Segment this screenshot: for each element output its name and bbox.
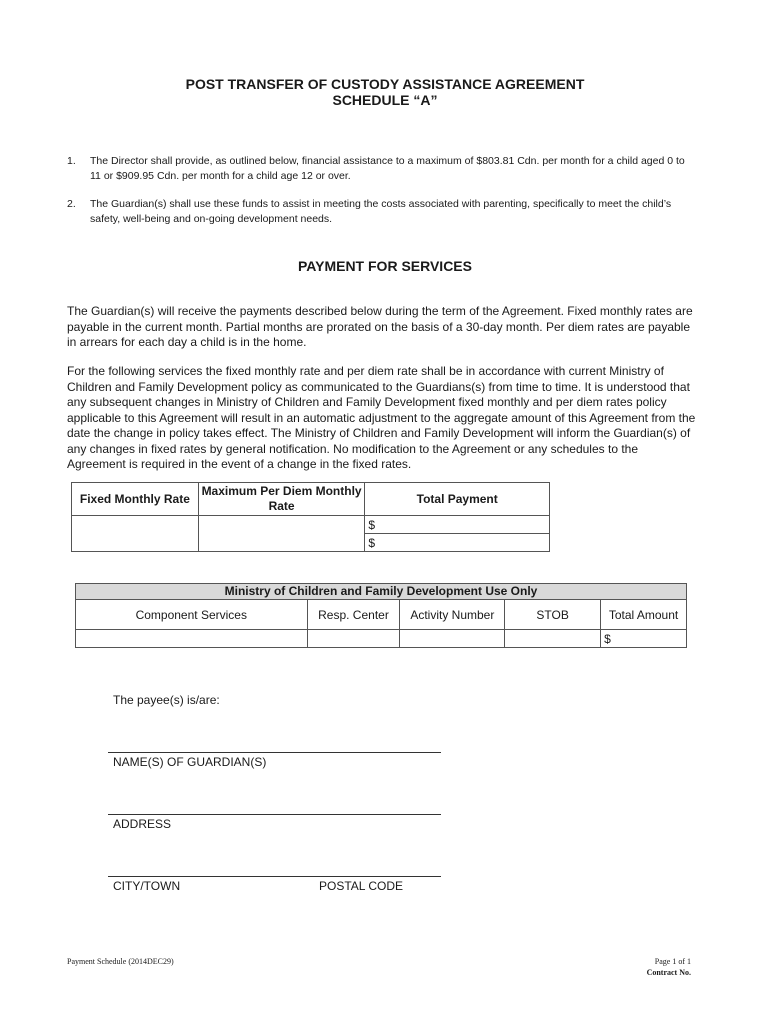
activity-number-cell[interactable]	[400, 630, 505, 648]
per-diem-rate-cell[interactable]	[198, 516, 365, 552]
column-header: Resp. Center	[307, 600, 400, 630]
payment-table	[71, 482, 550, 552]
column-header: STOB	[505, 600, 601, 630]
paragraph-payments: The Guardian(s) will receive the payments described below during the term of the Agreement. Fixed monthly rates are payable in the current month. Partial months are prorated on the basis of a 30-day month. Per diem rates are payable in arrears for each day a child is in the home.	[67, 304, 693, 349]
document-title: POST TRANSFER OF CUSTODY ASSISTANCE AGREEMENT	[185, 76, 585, 92]
section-heading: PAYMENT FOR SERVICES	[297, 258, 472, 274]
document-subtitle: SCHEDULE “A”	[332, 92, 438, 108]
footer-form-id: Payment Schedule (2014DEC29)	[67, 957, 174, 966]
component-services-cell[interactable]	[76, 630, 308, 648]
total-payment-cell[interactable]: $	[365, 534, 550, 552]
stob-cell[interactable]	[505, 630, 601, 648]
city-postal-field[interactable]	[108, 876, 441, 877]
ministry-use-table	[75, 583, 687, 648]
item-number: 2.	[67, 198, 76, 210]
column-header: Fixed Monthly Rate	[72, 483, 199, 516]
column-header: Total Amount	[601, 600, 687, 630]
item-text: The Guardian(s) shall use these funds to assist in meeting the costs associated with parenting, specifically to meet the child’s safety, well-being and on-going development needs.	[90, 198, 672, 225]
guardian-name-label: NAME(S) OF GUARDIAN(S)	[113, 755, 267, 769]
paragraph-rates-policy: For the following services the fixed monthly rate and per diem rate shall be in accordance with current Ministry of Children and Family Development policy as communicated to the Guardians(s) from time to time. It is understood that any subsequent changes in Ministry of Children and Family Development fixed monthly and per diem rates policy applicable to this Agreement will result in an automatic adjustment to the aggregate amount of this Agreement from the date the change in policy takes effect. The Ministry of Children and Family Development will inform the Guardian(s) of any changes in fixed rates by general notification. No modification to the Agreement or any schedules to the Agreement is required in the event of a change in the fixed rates.	[67, 364, 696, 471]
column-header: Total Payment	[365, 483, 550, 516]
address-label: ADDRESS	[113, 817, 172, 831]
address-field[interactable]	[108, 814, 441, 815]
total-amount-cell[interactable]: $	[601, 630, 687, 648]
postal-code-label: POSTAL CODE	[319, 879, 404, 893]
total-payment-cell[interactable]: $	[365, 516, 550, 534]
page-number: Page 1 of 1	[654, 957, 691, 966]
column-header: Component Services	[76, 600, 308, 630]
column-header: Activity Number	[400, 600, 505, 630]
table-title: Ministry of Children and Family Development Use Only	[76, 584, 687, 600]
city-label: CITY/TOWN	[113, 879, 181, 893]
column-header: Maximum Per Diem Monthly Rate	[198, 483, 365, 516]
contract-number-label: Contract No.	[646, 968, 691, 977]
item-text: The Director shall provide, as outlined below, financial assistance to a maximum of $803.81 Cdn. per month for a child aged 0 to 11 or $909.95 Cdn. per month for a child age 12 or over.	[90, 155, 685, 182]
payee-label: The payee(s) is/are:	[113, 693, 220, 707]
item-number: 1.	[67, 155, 76, 167]
table-row	[72, 516, 550, 534]
guardian-name-field[interactable]	[108, 752, 441, 753]
fixed-monthly-rate-cell[interactable]	[72, 516, 199, 552]
resp-center-cell[interactable]	[307, 630, 400, 648]
table-row	[76, 630, 687, 648]
